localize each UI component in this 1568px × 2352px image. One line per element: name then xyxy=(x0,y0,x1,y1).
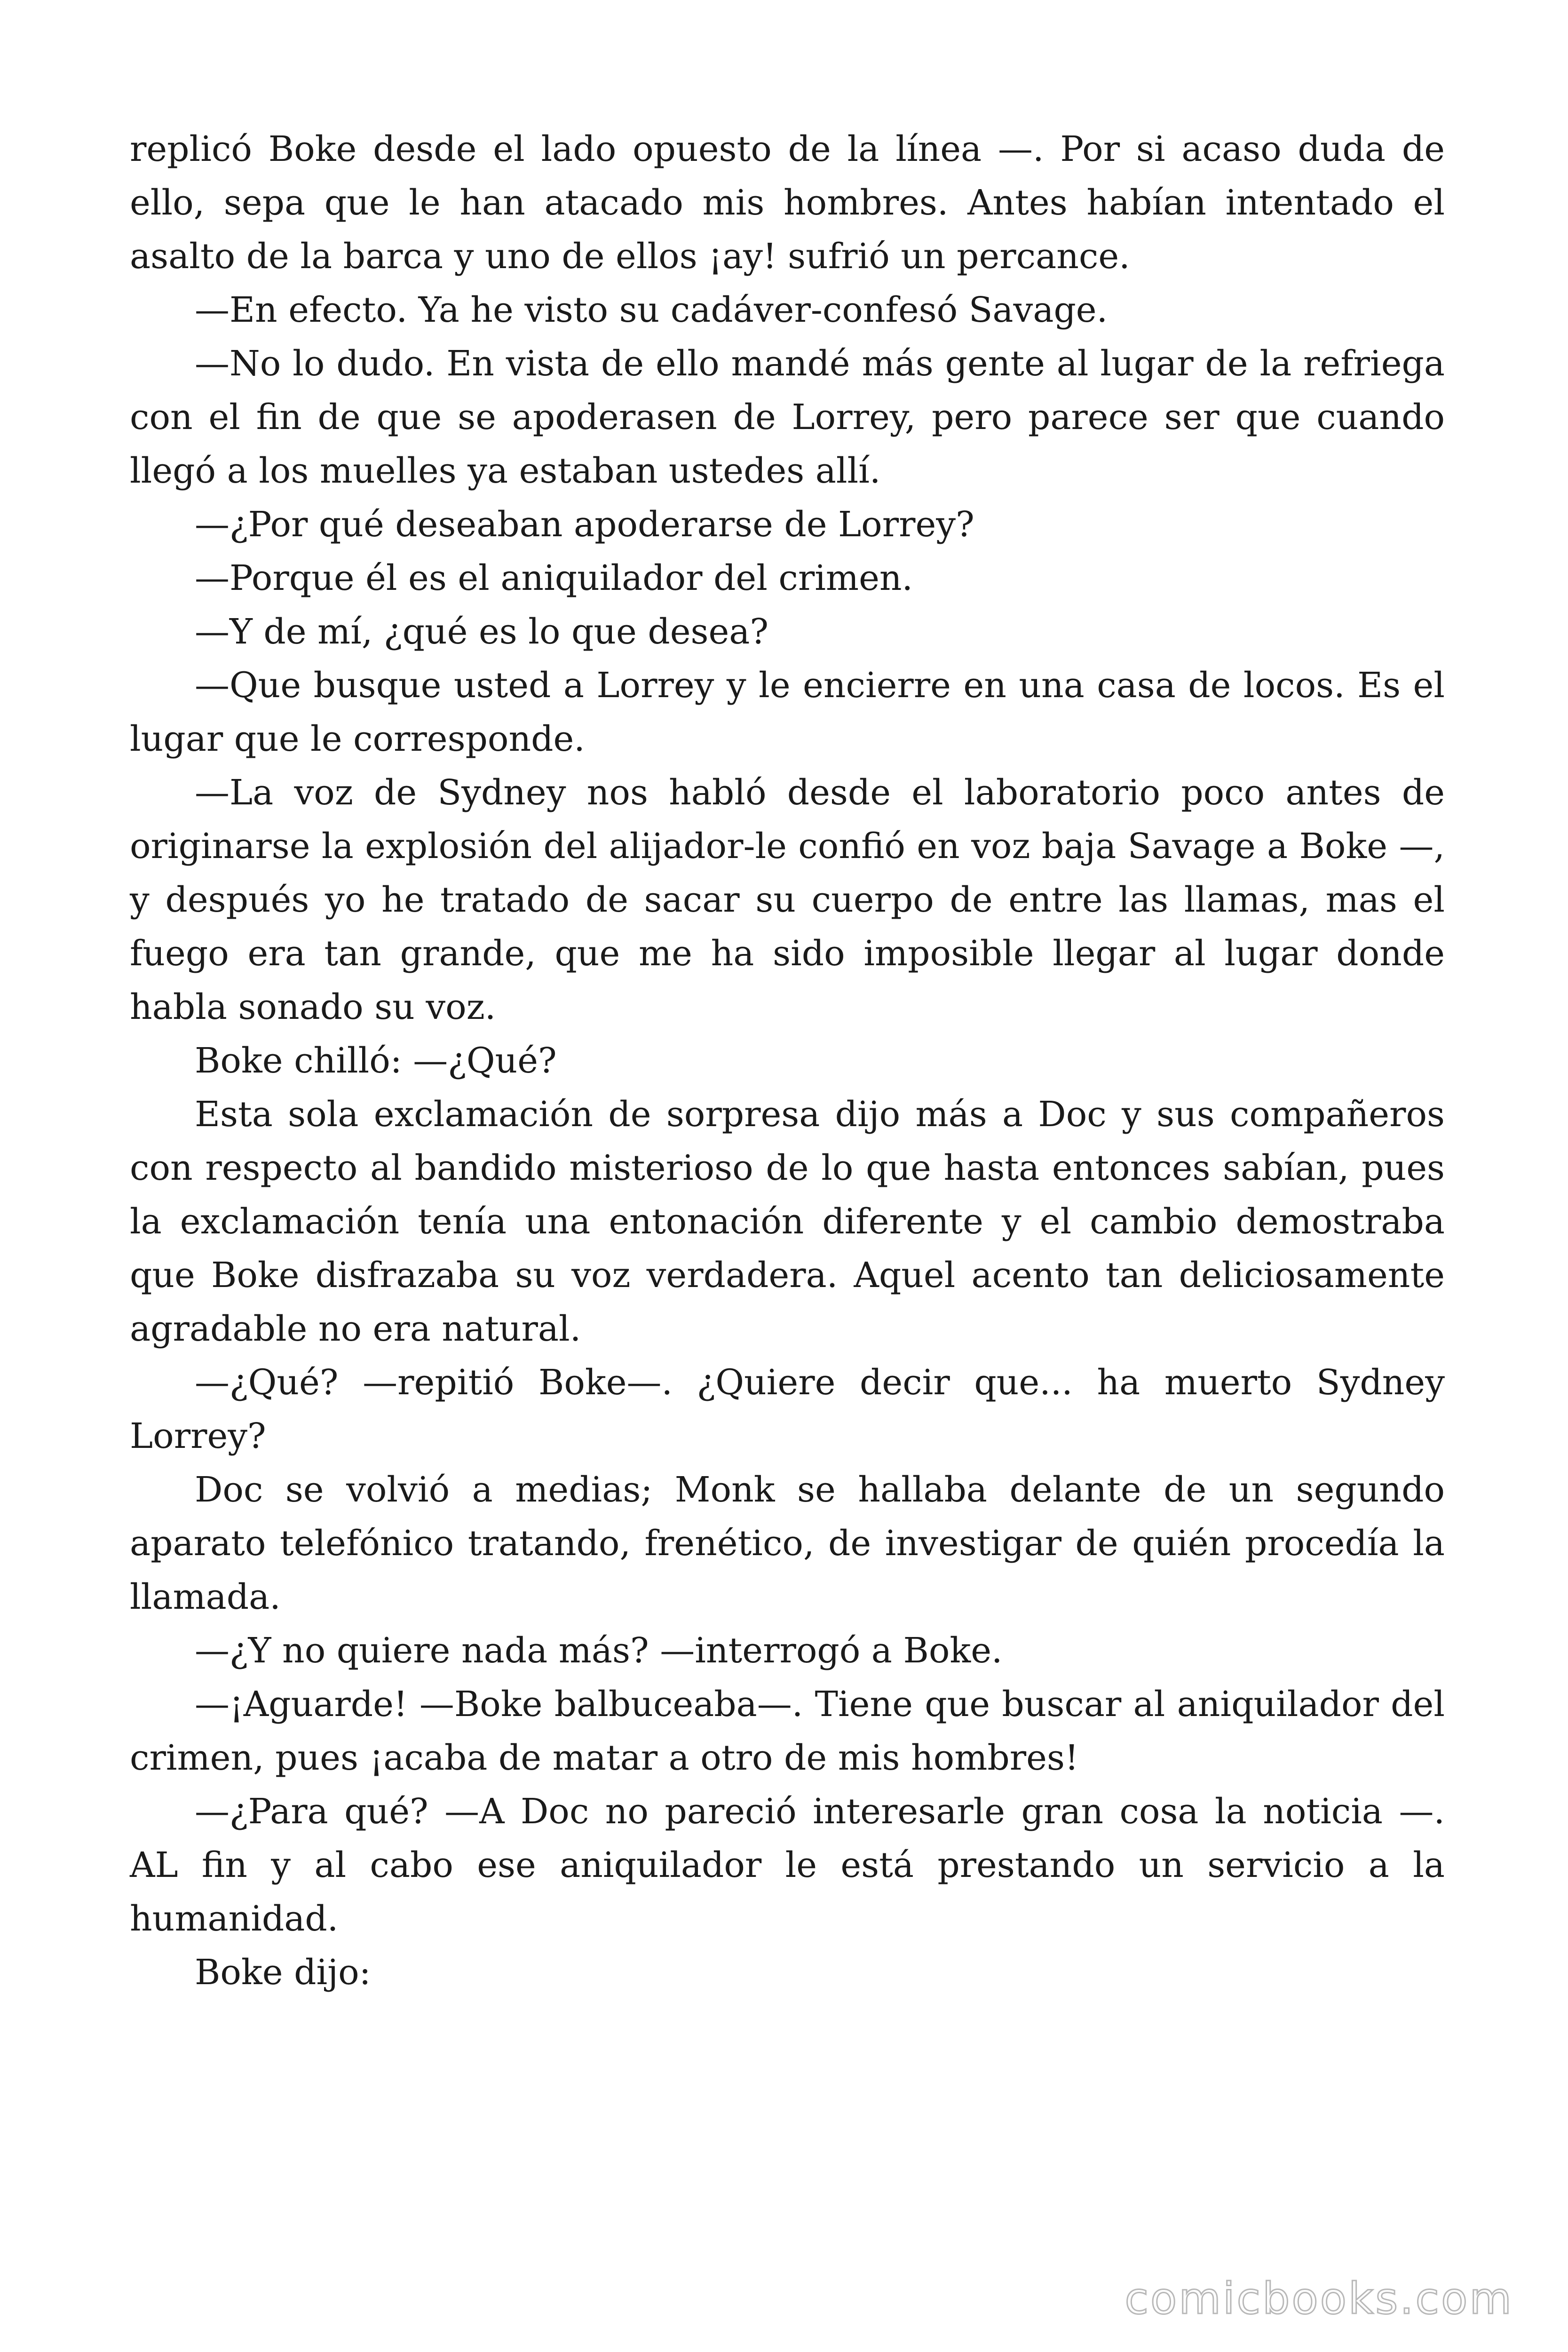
paragraph-2: —En efecto. Ya he visto su cadáver-confesó Savage. xyxy=(195,290,1108,330)
paragraph-8: —La voz de Sydney nos habló desde el laboratorio poco antes de originarse la explosión del alijador-le confió en voz baja Savage a Boke —, y después yo he tratado de sacar su cuerpo de entre las llamas, mas el fuego era tan grande, que me ha sido imposible llegar al lugar donde habla sonado su voz. xyxy=(130,772,1445,1027)
paragraph-10: Esta sola exclamación de sorpresa dijo más a Doc y sus compañeros con respecto al bandido misterioso de lo que hasta entonces sabían, pues la exclamación tenía una entonación diferente y el cambio demostraba que Boke disfrazaba su voz verdadera. Aquel acento tan deliciosamente agradable no era natural. xyxy=(130,1094,1445,1349)
paragraph-1: replicó Boke desde el lado opuesto de la línea —. Por si acaso duda de ello, sepa que le han atacado mis hombres. Antes habían intentado el asalto de la barca y uno de ellos ¡ay! sufrió un percance. xyxy=(130,129,1445,277)
watermark-logo: comicbooks.com xyxy=(1125,2273,1513,2324)
paragraph-14: —¡Aguarde! —Boke balbuceaba—. Tiene que buscar al aniquilador del crimen, pues ¡acaba de matar a otro de mis hombres! xyxy=(130,1684,1445,1778)
paragraph-4: —¿Por qué deseaban apoderarse de Lorrey? xyxy=(195,504,974,545)
paragraph-15: —¿Para qué? —A Doc no pareció interesarle gran cosa la noticia —. AL fin y al cabo ese aniquilador le está prestando un servicio a la humanidad. xyxy=(130,1791,1445,1939)
paragraph-13: —¿Y no quiere nada más? —interrogó a Boke. xyxy=(195,1630,1003,1671)
paragraph-16: Boke dijo: xyxy=(195,1952,371,1993)
paragraph-5: —Porque él es el aniquilador del crimen. xyxy=(195,558,913,598)
paragraph-11: —¿Qué? —repitió Boke—. ¿Quiere decir que... ha muerto Sydney Lorrey? xyxy=(130,1362,1445,1456)
paragraph-6: —Y de mí, ¿qué es lo que desea? xyxy=(195,612,769,652)
page-body xyxy=(130,122,1445,1999)
paragraph-7: —Que busque usted a Lorrey y le encierre en una casa de locos. Es el lugar que le corresponde. xyxy=(130,665,1445,759)
paragraph-9: Boke chilló: —¿Qué? xyxy=(195,1041,557,1081)
paragraph-12: Doc se volvió a medias; Monk se hallaba delante de un segundo aparato telefónico tratando, frenético, de investigar de quién procedía la llamada. xyxy=(130,1470,1445,1617)
paragraph-3: —No lo dudo. En vista de ello mandé más gente al lugar de la refriega con el fin de que se apoderasen de Lorrey, pero parece ser que cuando llegó a los muelles ya estaban ustedes allí. xyxy=(130,343,1445,491)
